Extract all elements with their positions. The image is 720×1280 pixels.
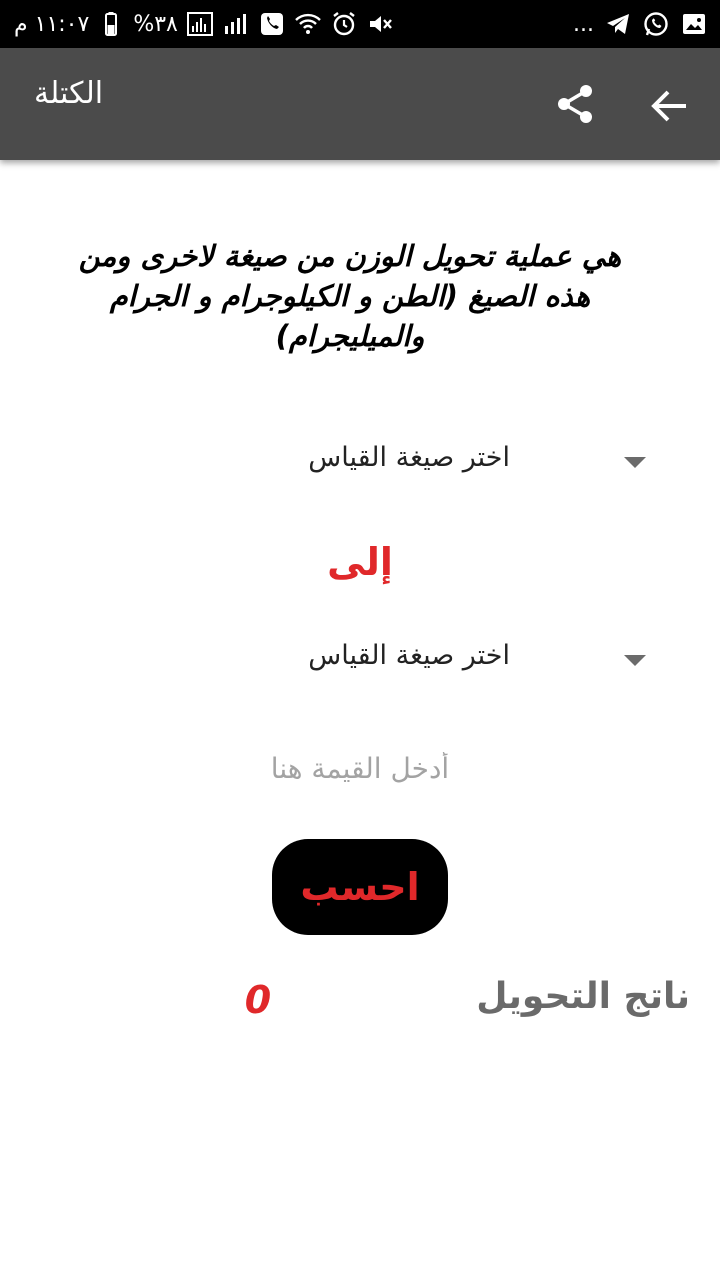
result-label: ناتج التحويل xyxy=(476,976,690,1017)
whatsapp-icon xyxy=(642,10,670,38)
from-unit-spinner[interactable] xyxy=(308,432,660,492)
back-arrow-icon xyxy=(650,86,690,126)
result-value: 0 xyxy=(244,978,272,1022)
to-unit-selected: اختر صيغة القياس xyxy=(308,640,510,671)
to-label: إلى xyxy=(327,540,393,584)
page-title: الكتلة xyxy=(34,76,104,111)
mute-icon xyxy=(366,10,394,38)
gallery-icon xyxy=(680,10,708,38)
calculate-button-label: احسب xyxy=(300,865,420,909)
status-bar xyxy=(0,0,720,48)
status-bar-left xyxy=(14,8,394,40)
battery-icon xyxy=(97,10,125,38)
telegram-icon xyxy=(604,10,632,38)
app-bar xyxy=(0,48,720,160)
alarm-icon xyxy=(330,10,358,38)
value-input[interactable] xyxy=(200,738,520,798)
signal-icon xyxy=(186,10,214,38)
dropdown-arrow-icon xyxy=(624,655,646,666)
wifi-icon xyxy=(294,10,322,38)
back-button[interactable] xyxy=(644,80,696,132)
share-button[interactable] xyxy=(550,78,602,130)
dropdown-arrow-icon xyxy=(624,457,646,468)
status-time: ١١:٠٧ م xyxy=(14,11,90,37)
from-unit-selected: اختر صيغة القياس xyxy=(308,442,510,473)
to-unit-spinner[interactable] xyxy=(308,630,660,690)
status-bar-right xyxy=(573,8,708,40)
description-text: هي عملية تحويل الوزن من صيغة لاخرى ومن هذه الصيغ (الطن و الكيلوجرام و الجرام والميليجرام) xyxy=(78,239,622,353)
notification-overflow: ... xyxy=(573,11,594,37)
share-icon xyxy=(554,82,598,126)
calculate-button[interactable] xyxy=(272,839,448,935)
battery-percent: %٣٨ xyxy=(133,11,178,37)
phone-icon xyxy=(258,10,286,38)
signal-bars-icon xyxy=(222,10,250,38)
